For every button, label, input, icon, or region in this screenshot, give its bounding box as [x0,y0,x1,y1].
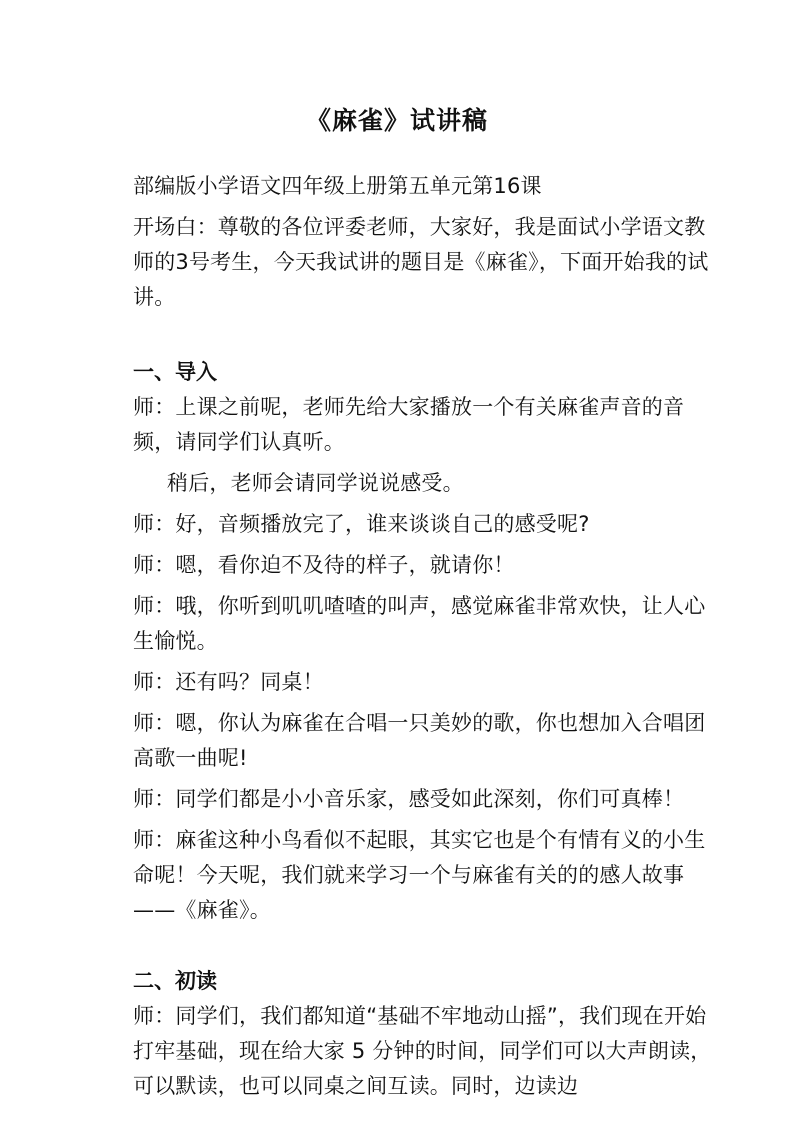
subtitle: 部编版小学语文四年级上册第五单元第16课 [133,174,542,198]
paragraph: 师：麻雀这种小鸟看似不起眼，其实它也是个有情有义的小生命呢！今天呢，我们就来学习一个与麻雀有关的的感人故事——《麻雀》。 [133,828,706,922]
paragraph: 师：同学们都是小小音乐家，感受如此深刻，你们可真棒！ [133,787,685,811]
paragraph: 师：嗯，你认为麻雀在合唱一只美妙的歌，你也想加入合唱团高歌一曲呢! [133,711,706,770]
paragraph: 稍后，老师会请同学说说感受。 [167,471,464,495]
paragraph: 师：嗯，看你迫不及待的样子，就请你！ [133,553,515,577]
page-title: 《麻雀》试讲稿 [305,106,488,135]
opening-paragraph: 开场白：尊敬的各位评委老师，大家好，我是面试小学语文教师的3号考生，今天我试讲的题目是《麻雀》，下面开始我的试讲。 [133,215,709,309]
paragraph: 师：同学们，我们都知道“基础不牢地动山摇”，我们现在开始打牢基础，现在给大家 5 分钟的时间，同学们可以大声朗读，可以默读，也可以同桌之间互读。同时，边读边 [133,1004,712,1098]
document-body [133,169,723,1104]
paragraph: 师：哦，你听到叽叽喳喳的叫声，感觉麻雀非常欢快，让人心生愉悦。 [133,594,706,653]
section-heading-first-reading: 二、初读 [133,969,217,993]
section-heading-intro: 一、导入 [133,360,217,384]
spacer [133,315,723,355]
paragraph: 师：好，音频播放完了，谁来谈谈自己的感受呢? [133,512,590,536]
paragraph: 师：还有吗？同桌！ [133,670,324,694]
spacer [133,928,723,964]
paragraph: 师：上课之前呢，老师先给大家播放一个有关麻雀声音的音频，请同学们认真听。 [133,395,685,454]
